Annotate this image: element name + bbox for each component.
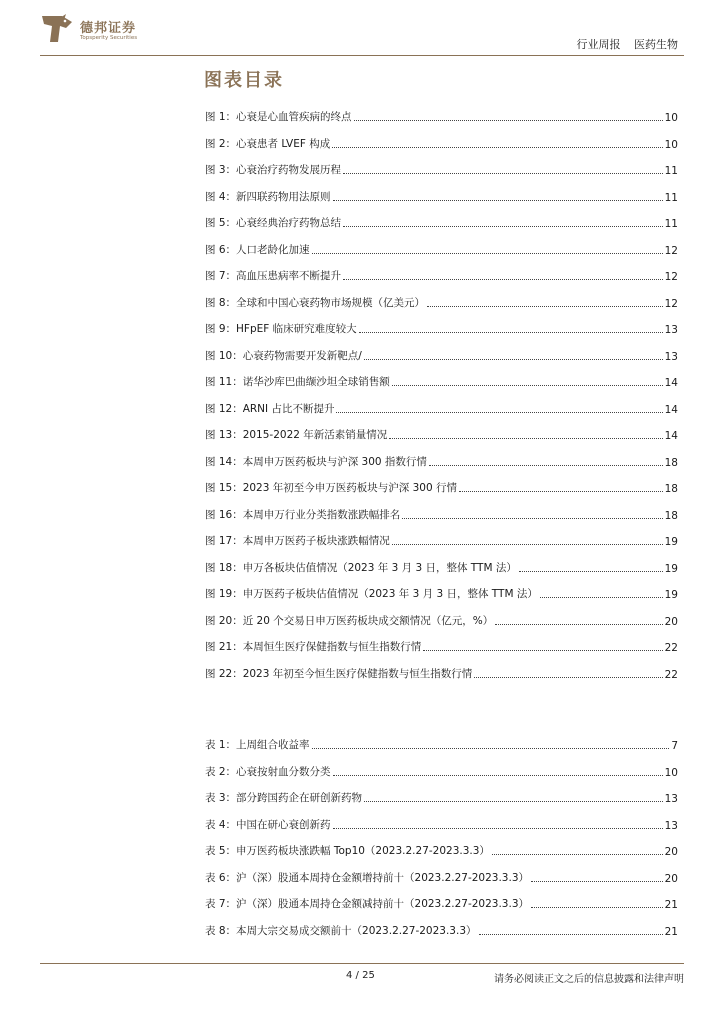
entry-page: 14 [664,430,678,442]
entry-label: 图 2：心衰患者 LVEF 构成 [205,137,331,150]
figure-entry[interactable] [205,530,678,548]
entry-page: 19 [664,562,678,575]
entry-label: 图 8：全球和中国心衰药物市场规模（亿美元） [205,296,426,309]
entry-label: 图 1：心衰是心血管疾病的终点 [205,111,352,123]
dot-leader [459,491,663,492]
dot-leader [364,359,663,360]
entry-page: 7 [671,740,678,752]
dot-leader [332,147,662,148]
dot-leader [312,748,670,749]
entry-label: 图 7：高血压患病率不断提升 [205,270,342,282]
dot-leader [427,306,663,307]
entry-page: 11 [664,165,678,177]
entry-label: 图 4：新四联药物用法原则 [205,190,331,203]
figure-entry[interactable] [205,636,678,654]
entry-page: 12 [664,244,678,257]
dot-leader [540,597,663,598]
company-name-en: Topsperity Securities [80,35,138,41]
entry-label: 图 5：心衰经典治疗药物总结 [205,217,342,229]
entry-label: 图 12：ARNI 占比不断提升 [205,402,335,415]
entry-page: 10 [664,766,678,779]
company-name-cn: 德邦证券 [80,21,137,36]
entry-label: 图 10：心衰药物需要开发新靶点/ [205,349,362,362]
table-entry[interactable] [205,893,678,911]
table-entry[interactable] [205,814,678,832]
entry-label: 图 19：申万医药子板块估值情况（2023 年 3 月 3 日，整体 TTM 法） [205,588,538,600]
entry-page: 14 [664,403,678,416]
entry-page: 11 [664,191,678,204]
entry-page: 21 [664,925,678,938]
page-number: 4 / 25 [346,970,375,981]
entry-page: 22 [664,642,678,654]
dot-leader [343,279,663,280]
figure-entry[interactable] [205,424,678,442]
dot-leader [531,881,663,882]
dot-leader [495,624,662,625]
entry-label: 图 9：HFpEF 临床研究难度较大 [205,323,357,335]
entry-page: 18 [664,483,678,495]
entry-page: 13 [664,793,678,805]
dot-leader [479,934,663,935]
entry-page: 20 [664,615,678,628]
page-title: 图表目录 [204,70,284,91]
figure-entry[interactable] [205,451,678,469]
entry-label: 图 11：诺华沙库巴曲缬沙坦全球销售额 [205,376,390,388]
dot-leader [359,332,663,333]
figure-entry[interactable] [205,318,678,336]
topsperity-logo-icon [40,12,74,46]
dot-leader [333,775,663,776]
dot-leader [312,253,663,254]
table-entry[interactable] [205,734,678,752]
entry-page: 21 [664,899,678,911]
figure-entry[interactable] [205,186,678,204]
entry-page: 19 [664,536,678,548]
entry-label: 表 8：本周大宗交易成交额前十（2023.2.27-2023.3.3） [205,924,477,937]
figure-entry[interactable] [205,212,678,230]
dot-leader [474,677,662,678]
entry-label: 图 16：本周申万行业分类指数涨跌幅排名 [205,508,401,521]
report-header [577,36,679,52]
figure-entry[interactable] [205,265,678,283]
report-type: 行业周报 [576,38,621,51]
figure-entry[interactable] [205,398,678,416]
entry-page: 13 [664,819,678,832]
dot-leader [519,571,663,572]
entry-label: 表 3：部分跨国药企在研创新药物 [205,792,363,804]
figure-entry[interactable] [205,133,678,151]
entry-page: 20 [664,872,678,885]
dot-leader [336,412,662,413]
table-entry[interactable] [205,787,678,805]
figure-entry[interactable] [205,610,678,628]
entry-page: 22 [664,668,678,681]
entry-label: 图 22：2023 年初至今恒生医疗保健指数与恒生指数行情 [205,667,473,680]
dot-leader [333,828,663,829]
dot-leader [402,518,662,519]
entry-page: 10 [664,112,678,124]
entry-label: 图 13：2015-2022 年新活素销量情况 [205,429,388,441]
figure-entry[interactable] [205,477,678,495]
footer-divider [40,963,684,964]
entry-page: 10 [664,138,678,151]
entry-label: 表 7：沪（深）股通本周持仓金额减持前十（2023.2.27-2023.3.3） [205,898,530,910]
entry-page: 13 [664,350,678,363]
entry-label: 图 18：申万各板块估值情况（2023 年 3 月 3 日，整体 TTM 法） [205,561,517,574]
dot-leader [392,385,663,386]
dot-leader [389,438,662,439]
entry-label: 图 6：人口老龄化加速 [205,243,310,256]
entry-label: 图 17：本周申万医药子板块涨跌幅情况 [205,535,390,547]
entry-label: 表 2：心衰按射血分数分类 [205,765,331,778]
dot-leader [423,650,662,651]
dot-leader [364,801,663,802]
table-entry[interactable] [205,840,678,858]
header-divider [40,55,684,56]
entry-label: 表 4：中国在研心衰创新药 [205,818,331,831]
dot-leader [531,907,663,908]
entry-page: 19 [664,589,678,601]
figure-entry[interactable] [205,239,678,257]
figure-entry[interactable] [205,106,678,124]
disclaimer-text: 请务必阅读正文之后的信息披露和法律声明 [494,974,684,985]
entry-page: 12 [664,271,678,283]
entry-label: 图 15：2023 年初至今申万医药板块与沪深 300 行情 [205,482,457,494]
figure-entry[interactable] [205,371,678,389]
table-entry[interactable] [205,920,678,938]
company-logo [40,12,170,48]
dot-leader [492,854,663,855]
entry-label: 图 21：本周恒生医疗保健指数与恒生指数行情 [205,641,422,653]
entry-label: 表 6：沪（深）股通本周持仓金额增持前十（2023.2.27-2023.3.3） [205,871,530,884]
figure-entry[interactable] [205,504,678,522]
entry-page: 20 [664,846,678,858]
figure-entry[interactable] [205,159,678,177]
entry-page: 14 [664,377,678,389]
dot-leader [392,544,663,545]
dot-leader [429,465,663,466]
dot-leader [343,173,663,174]
entry-page: 18 [664,509,678,522]
entry-label: 图 14：本周申万医药板块与沪深 300 指数行情 [205,455,427,468]
report-sector: 医药生物 [634,38,678,51]
dot-leader [333,200,663,201]
entry-label: 图 3：心衰治疗药物发展历程 [205,164,342,176]
entry-page: 12 [664,297,678,310]
figure-entry[interactable] [205,292,678,310]
table-entry[interactable] [205,761,678,779]
entry-label: 表 5：申万医药板块涨跌幅 Top10（2023.2.27-2023.3.3） [205,845,490,857]
entry-page: 18 [664,456,678,469]
figure-entry[interactable] [205,663,678,681]
entry-label: 图 20：近 20 个交易日申万医药板块成交额情况（亿元，%） [205,614,494,627]
figure-entry[interactable] [205,583,678,601]
figure-entry[interactable] [205,345,678,363]
dot-leader [343,226,663,227]
table-entry[interactable] [205,867,678,885]
entry-label: 表 1：上周组合收益率 [205,739,310,751]
figure-entry[interactable] [205,557,678,575]
entry-page: 11 [664,218,678,230]
entry-page: 13 [664,324,678,336]
dot-leader [354,120,663,121]
